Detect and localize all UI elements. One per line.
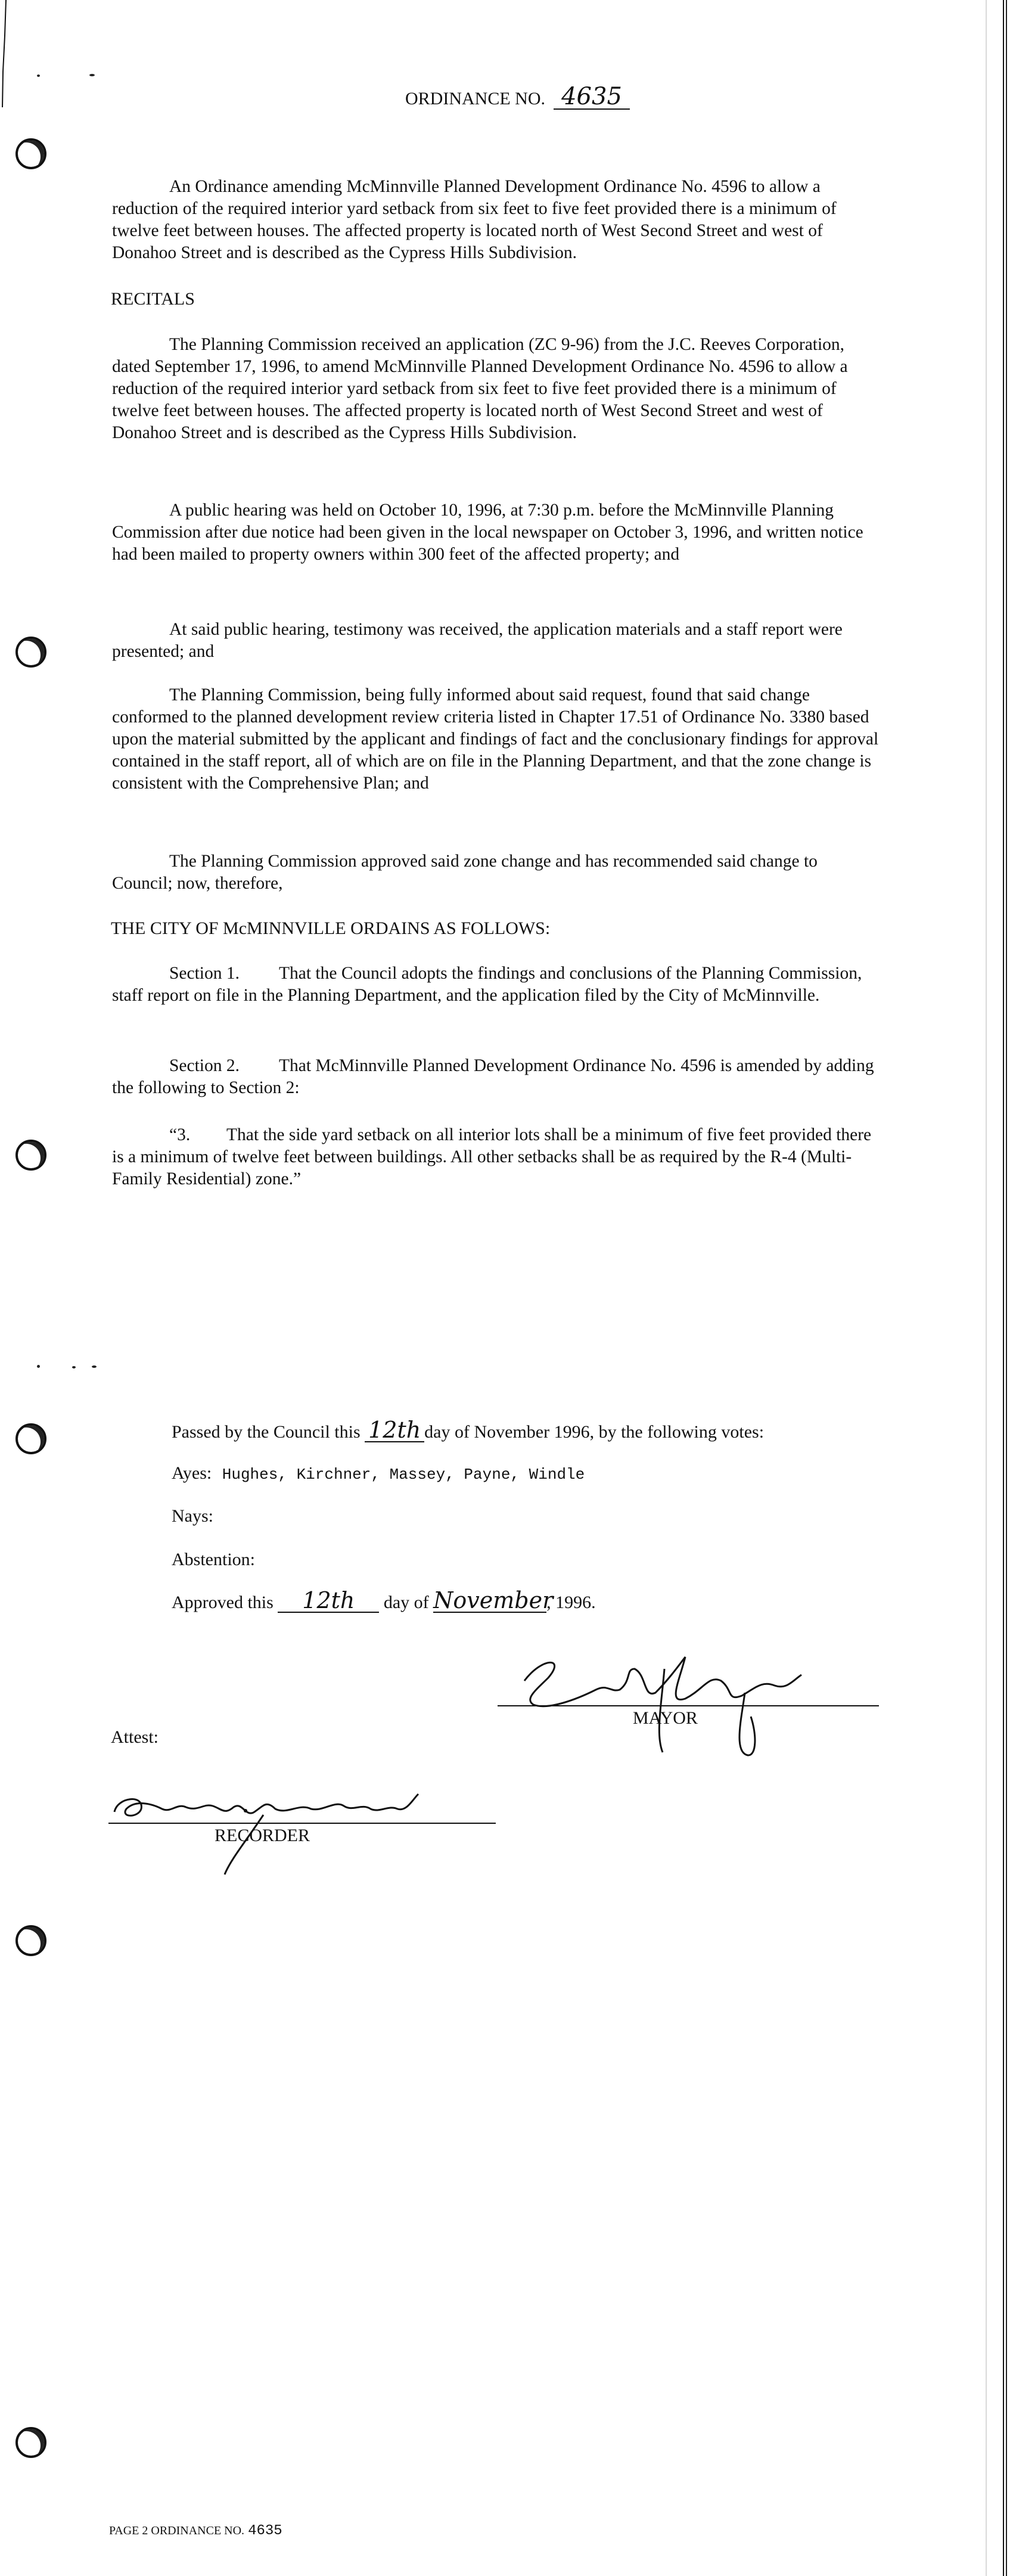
recorder-label: RECORDER: [215, 1826, 310, 1845]
mayor-signature: [506, 1633, 816, 1764]
amendment-quote-text: That the side yard setback on all interior lots shall be a minimum of five feet provided there is a minimum of twelve feet between buildings. All other setbacks shall be as required by the R-4 (Multi-Family Residential) zone.”: [112, 1125, 872, 1188]
approved-line: [172, 1589, 596, 1613]
section-2-label: Section 2.: [169, 1056, 240, 1075]
approved-day-handwritten: 12th: [278, 1589, 379, 1613]
scan-speck: [89, 74, 95, 76]
attest-label: Attest:: [111, 1727, 159, 1747]
ayes-label: Ayes:: [172, 1463, 212, 1483]
ayes-line: [172, 1463, 585, 1483]
abstention-label: Abstention:: [172, 1550, 255, 1569]
recital-block-3: [112, 619, 881, 663]
recital-paragraph: The Planning Commission received an application (ZC 9-96) from the J.C. Reeves Corporation, dated September 17, 1996, to amend McMinnville Planned Development Ordinance No. 4596 to allow a reduction of the required interior yard setback from six feet to five feet provided there is a minimum of twelve feet between houses. The affected property is located north of West Second Street and west of Donahoo Street and is described as the Cypress Hills Subdivision.: [112, 335, 848, 442]
section-1-label: Section 1.: [169, 964, 240, 983]
section-1-text: That the Council adopts the findings and conclusions of the Planning Commission, staff report on file in the Planning Department, and the application filed by the City of McMinnville.: [112, 964, 862, 1005]
binder-hole: [15, 637, 46, 668]
approved-prefix: Approved this: [172, 1593, 274, 1612]
recital-block-2: [112, 499, 881, 566]
ayes-names: Hughes, Kirchner, Massey, Payne, Windle: [222, 1466, 585, 1483]
passed-suffix: day of November 1996, by the following votes:: [424, 1422, 765, 1442]
ordinance-title: [405, 85, 630, 110]
recital-paragraph: The Planning Commission, being fully informed about said request, found that said change conformed to the planned development review criteria listed in Chapter 17.51 of Ordinance No. 3380 based upon the material submitted by the applicant and findings of fact and the conclusionary findings for approval contained in the staff report, all of which are on file in the Planning Department, and that the zone change is consistent with the Comprehensive Plan; and: [112, 685, 879, 793]
recital-paragraph: A public hearing was held on October 10, 1996, at 7:30 p.m. before the McMinnville Planning Commission after due notice had been given in the local newspaper on October 3, 1996, and written notice had been mailed to property owners within 300 feet of the affected property; and: [112, 501, 863, 564]
recital-block-5: [112, 851, 881, 895]
page-footer: [109, 2523, 282, 2539]
passed-day-handwritten: 12th: [365, 1419, 424, 1442]
ordains-heading: THE CITY OF McMINNVILLE ORDAINS AS FOLLOWS:: [111, 918, 551, 938]
intro-block: [112, 176, 881, 264]
footer-ordinance-number: 4635: [248, 2523, 282, 2539]
amendment-quote-label: “3.: [169, 1125, 191, 1144]
binder-hole: [15, 1925, 46, 1956]
ordinance-number-handwritten: 4635: [554, 85, 630, 110]
section-2-paragraph: [112, 1055, 881, 1099]
approved-month-handwritten: November: [433, 1587, 554, 1613]
scan-edge-mark: [1, 0, 7, 107]
binder-hole: [15, 138, 46, 169]
recital-paragraph: At said public hearing, testimony was received, the application materials and a staff report were presented; and: [112, 620, 843, 661]
binder-hole: [15, 1140, 46, 1171]
recorder-signature-line: [108, 1823, 496, 1824]
intro-paragraph: An Ordinance amending McMinnville Planned Development Ordinance No. 4596 to allow a reduction of the required interior yard setback from six feet to five feet provided there is a minimum of twelve feet between houses. The affected property is located north of West Second Street and west of Donahoo Street and is described as the Cypress Hills Subdivision.: [112, 177, 837, 262]
mayor-label: MAYOR: [633, 1708, 698, 1728]
scan-speck: [92, 1365, 97, 1368]
section-2-text: That McMinnville Planned Development Ordinance No. 4596 is amended by adding the following to Section 2:: [112, 1056, 874, 1097]
scan-right-border: [1001, 0, 1008, 2576]
scan-speck: [72, 1366, 76, 1368]
nays-label: Nays:: [172, 1506, 213, 1526]
scan-shadow-line: [986, 0, 987, 2576]
section-1-paragraph: [112, 963, 881, 1007]
scan-speck: [37, 75, 40, 77]
ordinance-title-prefix: ORDINANCE NO.: [405, 89, 545, 108]
scan-speck: [37, 1365, 40, 1368]
binder-hole: [15, 2427, 46, 2458]
recitals-heading: RECITALS: [111, 289, 195, 309]
passed-line: [172, 1419, 764, 1442]
recital-block-4: [112, 684, 881, 794]
amendment-quote-paragraph: [112, 1124, 881, 1190]
section-2-block: [112, 1055, 881, 1099]
amendment-quote-block: [112, 1124, 881, 1190]
section-1-block: [112, 963, 881, 1007]
mayor-signature-line: [498, 1705, 879, 1706]
approved-year: , 1996.: [546, 1593, 596, 1612]
approved-mid: day of: [383, 1593, 429, 1612]
passed-prefix: Passed by the Council this: [172, 1422, 361, 1442]
recital-block-1: [112, 334, 881, 444]
recital-paragraph: The Planning Commission approved said zone change and has recommended said change to Council; now, therefore,: [112, 852, 818, 893]
binder-hole: [15, 1423, 46, 1454]
footer-prefix: PAGE 2 ORDINANCE NO.: [109, 2524, 245, 2537]
